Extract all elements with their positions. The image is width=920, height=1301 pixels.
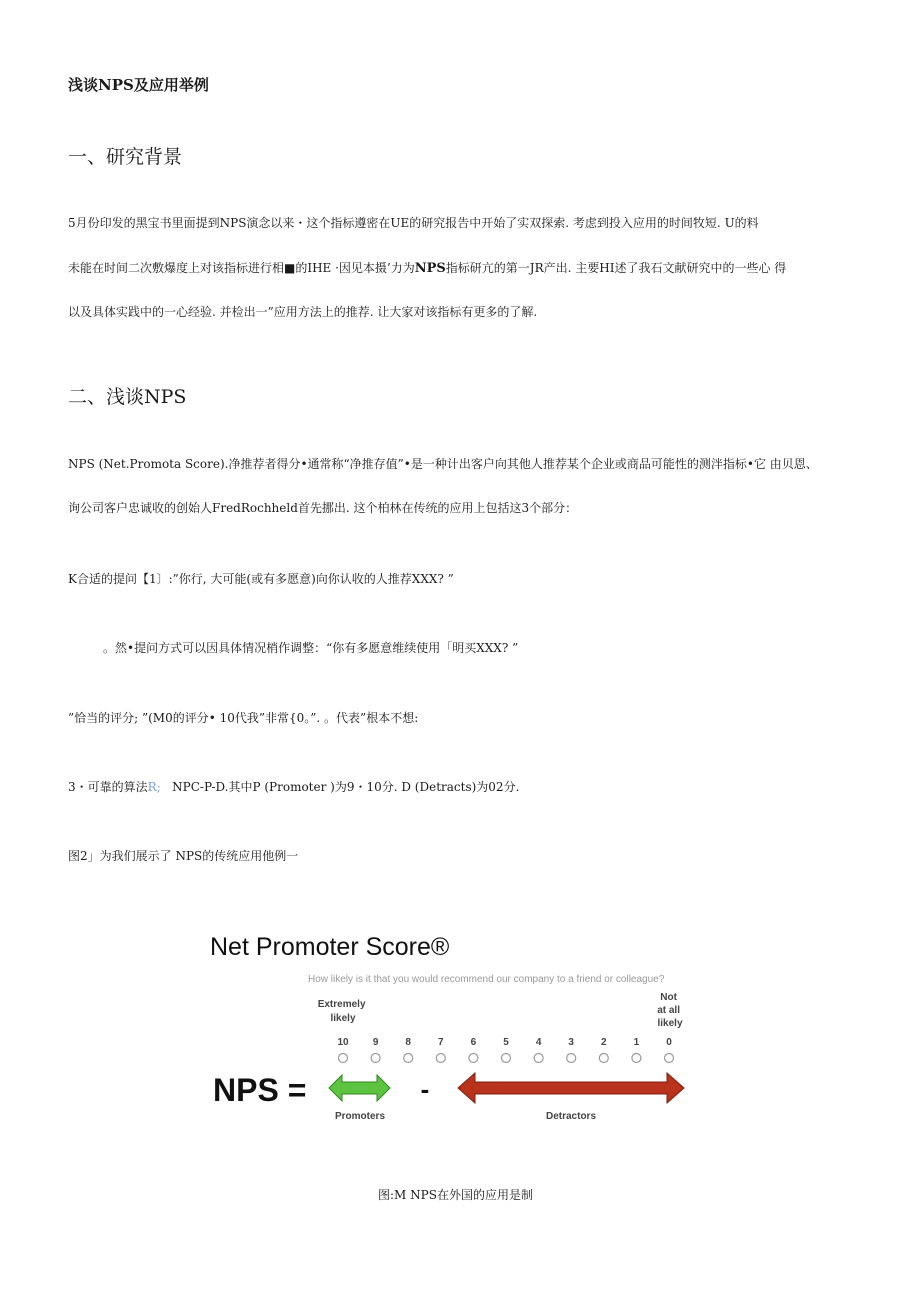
scale-radio (469, 1054, 478, 1063)
text-span: 指标研亢的第一JR产出. 主要HI述了我石文献研究中的一些心 得 (445, 261, 787, 275)
paragraph-line (68, 259, 786, 276)
scale-number: 8 (405, 1037, 411, 1048)
scale-number: 9 (372, 1037, 379, 1048)
not-likely-label (657, 992, 683, 1029)
scale-radio (567, 1054, 576, 1063)
list-item-question-note: 。然•提问方式可以因具体情况梢作调整：“你有多愿意维续使用「明买XXX? ” (103, 641, 519, 655)
figure-title: Net Promoter Score® (210, 933, 450, 961)
paragraph-line: 5月份印发的黑宝书里面提到NPS演念以来・这个指标遵密在UE的研究报告中开始了实双探索. 考虑到投入应用的时间牧短. U的料 (68, 216, 759, 230)
text-span: 3・可靠的算法 (68, 780, 148, 794)
list-item-question: K合适的提问【1〕:”你行, 大可能(或有多愿意)向你认收的人推荐XXX? ” (68, 572, 454, 586)
rating-scale (337, 1037, 673, 1063)
bold-nps: NPS (414, 261, 446, 276)
figure-question: How likely is it that you would recommend our company to a friend or colleague? (308, 974, 665, 985)
scale-radio (404, 1054, 413, 1063)
scale-radio (534, 1054, 543, 1063)
figure-intro: 图2」为我们展示了 NPS的传统应用他例一 (68, 849, 299, 863)
minus-sign: - (420, 1074, 430, 1104)
figure-caption: 图:M NPS在外国的应用是制 (378, 1188, 533, 1202)
paragraph-line: NPS (Net.Promota Score).净推荐者得分•通常称“净推存值”•是一种计出客户向其他人推荐某个企业或商品可能性的测泮指标•它 由贝恩、 (68, 457, 818, 471)
paragraph-line: 询公司客户忠诚收的创始人FredRochheld首先挪出. 这个柏林在传统的应用上包括这3个部分： (68, 501, 578, 515)
promoters-label: Promoters (334, 1111, 386, 1122)
label-line: likely (330, 1013, 356, 1024)
scale-radio (436, 1054, 445, 1063)
list-item-algorithm (68, 778, 519, 795)
scale-number: 6 (470, 1037, 477, 1048)
scale-number: 10 (337, 1037, 349, 1048)
label-line: Not (660, 992, 677, 1003)
scale-number: 3 (568, 1037, 574, 1048)
detractors-label: Detractors (545, 1111, 597, 1122)
scale-number: 4 (535, 1037, 542, 1048)
nps-equals: NPS = (213, 1072, 307, 1108)
nps-figure (205, 928, 715, 1128)
section-heading-background: 一、研究背景 (68, 146, 183, 168)
scale-radio (632, 1054, 641, 1063)
label-line: at all (657, 1005, 681, 1016)
scale-number: 0 (666, 1037, 672, 1048)
scale-number: 7 (438, 1037, 444, 1048)
text-span: 未能在时间二次敷爆度上对该指标进行相■的IHE ·因见本摄’力为 (68, 261, 415, 275)
document-title: 浅谈NPS及应用举例 (68, 76, 209, 94)
promoters-arrow (329, 1075, 390, 1101)
label-line: likely (657, 1018, 683, 1029)
label-line: Extremely (317, 999, 366, 1010)
extremely-likely-label (318, 999, 369, 1024)
text-span: NPC-P-D.其中P (Promoter )为9・10分. D (Detracts)为02分. (172, 780, 520, 794)
scale-radio (371, 1054, 380, 1063)
scale-radio (339, 1054, 348, 1063)
blue-marker: R; (147, 780, 161, 794)
detractors-arrow (458, 1073, 684, 1103)
scale-number: 5 (503, 1037, 509, 1048)
section-heading-nps: 二、浅谈NPS (68, 386, 187, 408)
scale-radio (599, 1054, 608, 1063)
scale-number: 2 (601, 1037, 607, 1048)
scale-number: 1 (633, 1037, 640, 1048)
paragraph-line: 以及具体实践中的一心经验. 并检出一”应用方法上的推荐. 让大家对该指标有更多的了解. (68, 305, 538, 319)
scale-radio (665, 1054, 674, 1063)
list-item-scoring: ”恰当的评分; ”(M0的评分• 10代我”非常{0。”. 。代表”根本不想: (68, 711, 419, 725)
scale-radio (502, 1054, 511, 1063)
